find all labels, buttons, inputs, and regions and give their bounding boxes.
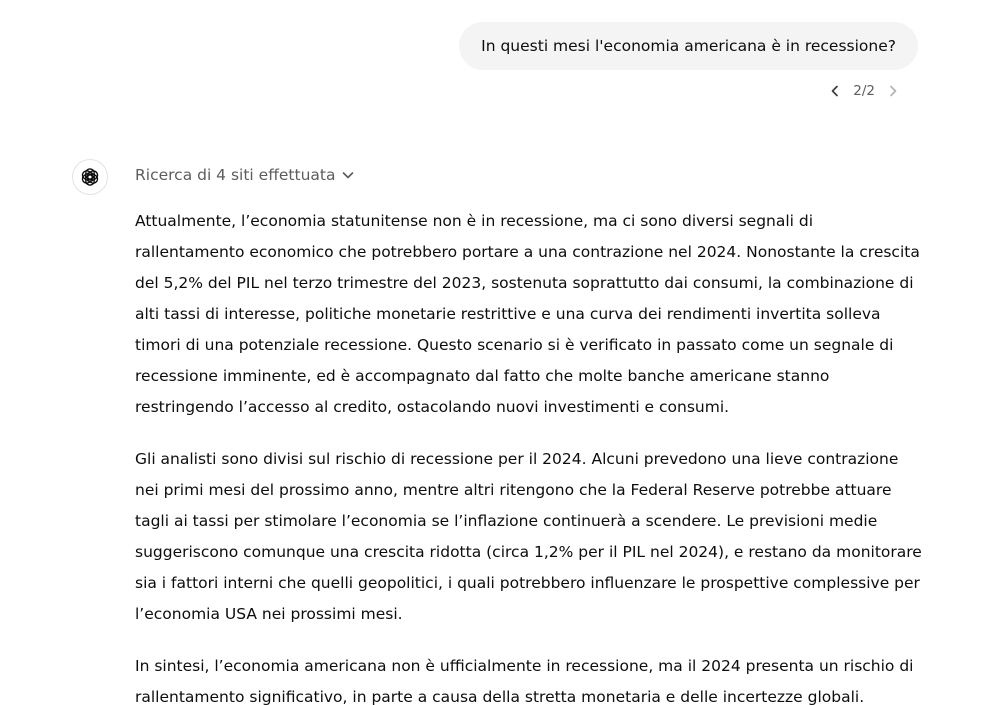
- next-response-button[interactable]: [883, 80, 903, 102]
- assistant-response: [135, 206, 925, 705]
- chevron-left-icon: [828, 84, 842, 98]
- chevron-down-icon: [341, 168, 355, 182]
- response-counter: 2/2: [853, 83, 875, 99]
- openai-logo-icon: [79, 166, 101, 188]
- user-message-bubble: [459, 22, 918, 70]
- assistant-avatar: [72, 159, 108, 195]
- chevron-right-icon: [886, 84, 900, 98]
- response-paragraph: Gli analisti sono divisi sul rischio di recessione per il 2024. Alcuni prevedono una lieve contrazione nei primi mesi del prossimo anno, mentre altri ritengono che la Federal Reserve potrebbe attuare tagli ai tassi per stimolare l’economia se l’inflazione continuerà a scendere. Le previsioni medie suggeriscono comunque una crescita ridotta (circa 1,2% per il PIL nel 2024), e restano da monitorare sia i fattori interni che quelli geopolitici, i quali potrebbero influenzare le prospettive complessive per l’economia USA nei prossimi mesi.: [135, 450, 922, 623]
- response-paragraph: In sintesi, l’economia americana non è ufficialmente in recessione, ma il 2024 presenta un rischio di rallentamento significativo, in parte a causa della stretta monetaria e delle incertezze globali.: [135, 657, 914, 705]
- user-message-text: In questi mesi l'economia americana è in recessione?: [481, 37, 896, 55]
- response-paragraph: Attualmente, l’economia statunitense non è in recessione, ma ci sono diversi segnali di rallentamento economico che potrebbero portare a una contrazione nel 2024. Nonostante la crescita del 5,2% del PIL nel terzo trimestre del 2023, sostenuta soprattutto dai consumi, la combinazione di alti tassi di interesse, politiche monetarie restrittive e una curva dei rendimenti invertita solleva timori di una potenziale recessione. Questo scenario si è verificato in passato come un segnale di recessione imminente, ed è accompagnato dal fatto che molte banche americane stanno restringendo l’accesso al credito, ostacolando nuovi investimenti e consumi.: [135, 212, 920, 416]
- previous-response-button[interactable]: [825, 80, 845, 102]
- response-pager: [825, 80, 903, 102]
- search-status-text: Ricerca di 4 siti effettuata: [135, 166, 336, 184]
- search-sources-toggle[interactable]: [135, 166, 355, 184]
